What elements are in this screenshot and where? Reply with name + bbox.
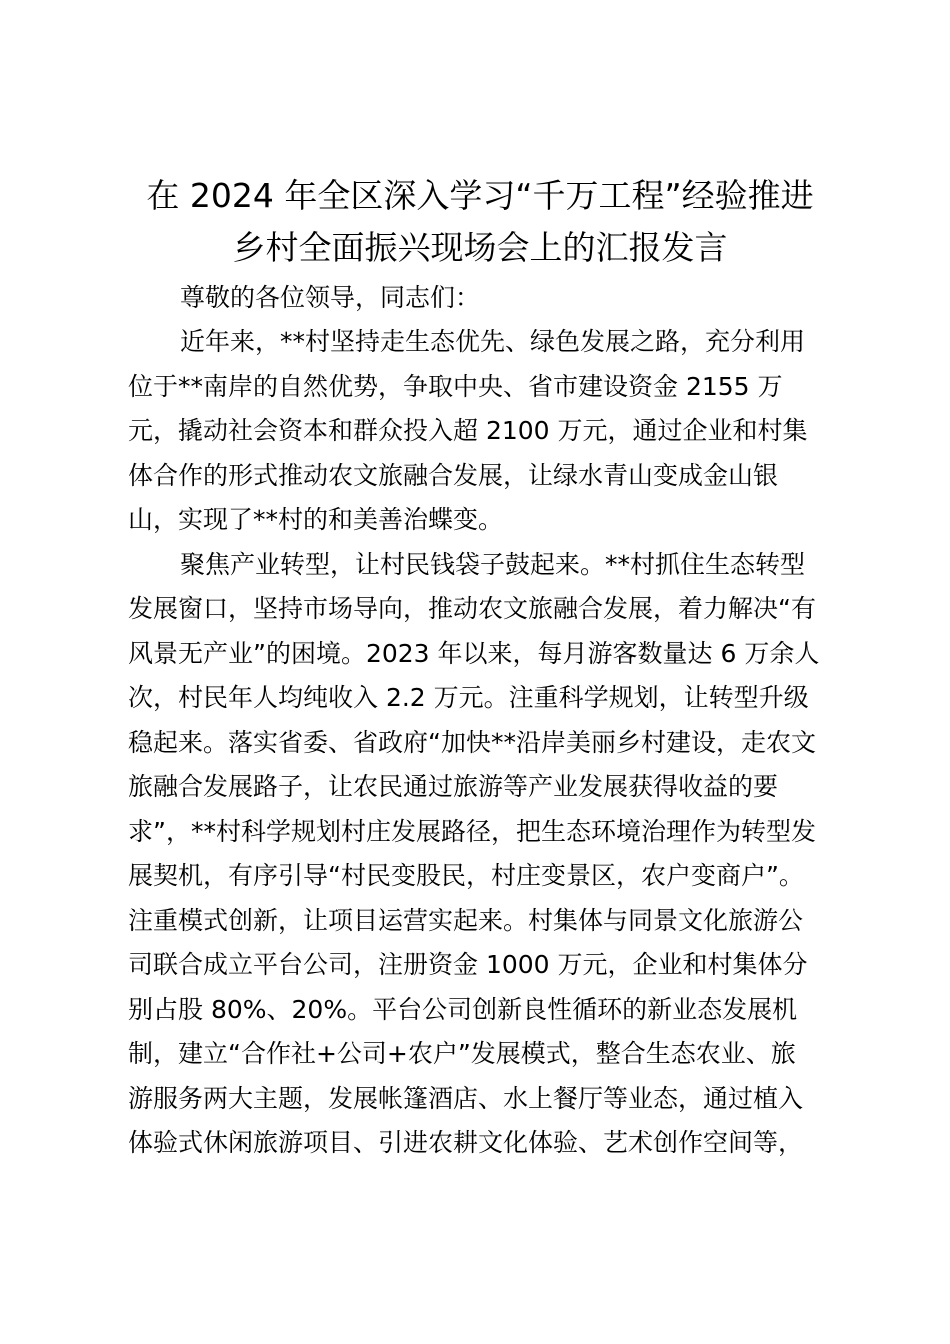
body-line: 位于**南岸的自然优势，争取中央、省市建设资金 2155 万 — [128, 372, 783, 401]
document-title-line-1: 在 2024 年全区深入学习“千万工程”经验推进 — [146, 176, 814, 215]
body-line: 游服务两大主题，发展帐篷酒店、水上餐厅等业态，通过植入 — [128, 1084, 804, 1113]
body-line: 山，实现了**村的和美善治蝶变。 — [128, 505, 504, 534]
body-line: 旅融合发展路子，让农民通过旅游等产业发展获得收益的要 — [128, 772, 779, 801]
body-line: 发展窗口，坚持市场导向，推动农文旅融合发展，着力解决“有 — [128, 594, 816, 623]
salutation: 尊敬的各位领导，同志们： — [180, 283, 481, 312]
body-line: 聚焦产业转型，让村民钱袋子鼓起来。**村抓住生态转型 — [180, 550, 806, 579]
body-line: 稳起来。落实省委、省政府“加快**沿岸美丽乡村建设，走农文 — [128, 728, 816, 757]
body-line: 制，建立“合作社+公司+农户”发展模式，整合生态农业、旅 — [128, 1039, 796, 1068]
body-line: 次，村民年人均纯收入 2.2 万元。注重科学规划，让转型升级 — [128, 683, 809, 712]
document-title-line-2: 乡村全面振兴现场会上的汇报发言 — [232, 228, 728, 267]
body-line: 展契机，有序引导“村民变股民，村庄变景区，农户变商户”。 — [128, 861, 804, 890]
body-line: 注重模式创新，让项目运营实起来。村集体与同景文化旅游公 — [128, 906, 804, 935]
body-line: 司联合成立平台公司，注册资金 1000 万元，企业和村集体分 — [128, 950, 808, 979]
body-line: 风景无产业”的困境。2023 年以来，每月游客数量达 6 万余人 — [128, 639, 820, 668]
body-line: 求”，**村科学规划村庄发展路径，把生态环境治理作为转型发 — [128, 817, 816, 846]
body-line: 别占股 80%、20%。平台公司创新良性循环的新业态发展机 — [128, 995, 798, 1024]
body-line: 元，撬动社会资本和群众投入超 2100 万元，通过企业和村集 — [128, 416, 808, 445]
body-line: 体验式休闲旅游项目、引进农耕文化体验、艺术创作空间等， — [128, 1128, 804, 1157]
body-line: 体合作的形式推动农文旅融合发展，让绿水青山变成金山银 — [128, 461, 779, 490]
body-line: 近年来，**村坚持走生态优先、绿色发展之路，充分利用 — [180, 327, 806, 356]
